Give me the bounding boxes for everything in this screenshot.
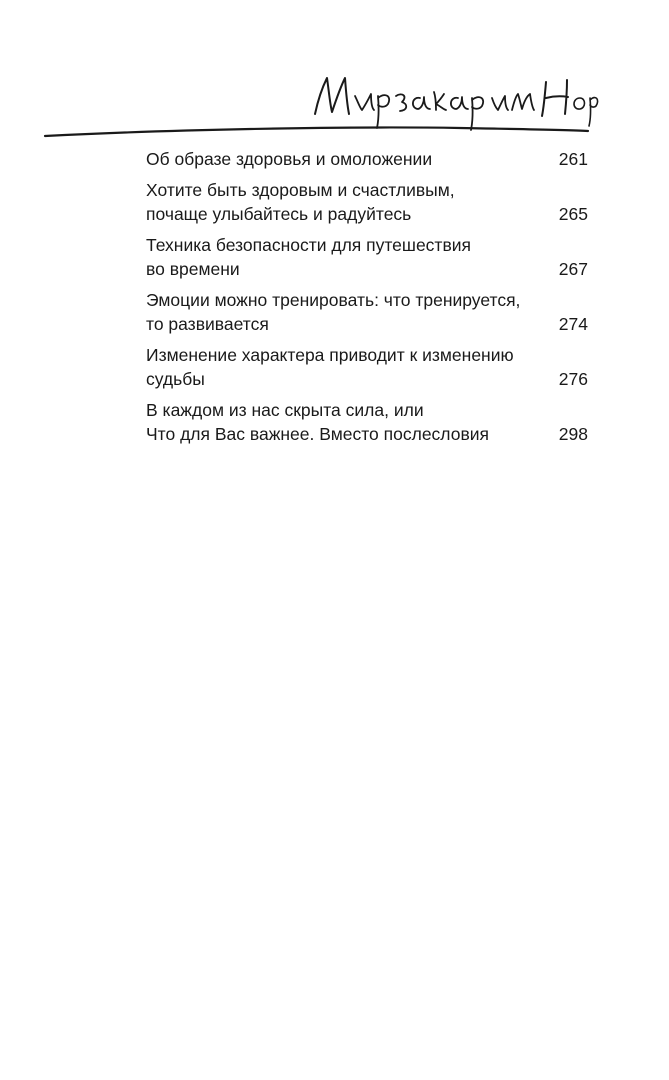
toc-entry: [146, 233, 588, 281]
toc-entry-title: Техника безопасности для путешествия во времени: [146, 235, 471, 279]
toc-entry: [146, 178, 588, 226]
toc-entry-page: 267: [558, 259, 588, 279]
toc-entry-title: Об образе здоровья и омоложении: [146, 149, 433, 169]
toc-entry-title: Хотите быть здоровым и счастливым, почаще улыбайтесь и радуйтесь: [146, 180, 455, 224]
toc-entry-page: 261: [558, 149, 588, 169]
toc-entry: [146, 147, 588, 171]
table-of-contents: [146, 147, 588, 453]
toc-entry-title: Эмоции можно тренировать: что тренируется, то развивается: [146, 290, 521, 334]
toc-entry-page: 274: [558, 314, 588, 334]
author-signature: [40, 52, 600, 152]
toc-entry-page: 265: [558, 204, 588, 224]
toc-entry: [146, 343, 588, 391]
toc-entry: [146, 398, 588, 446]
toc-entry-title: Изменение характера приводит к изменению судьбы: [146, 345, 514, 389]
toc-entry: [146, 288, 588, 336]
toc-entry-page: 276: [558, 369, 588, 389]
toc-entry-page: 298: [558, 424, 588, 444]
toc-entry-title: В каждом из нас скрыта сила, или Что для Вас важнее. Вместо послесловия: [146, 400, 489, 444]
